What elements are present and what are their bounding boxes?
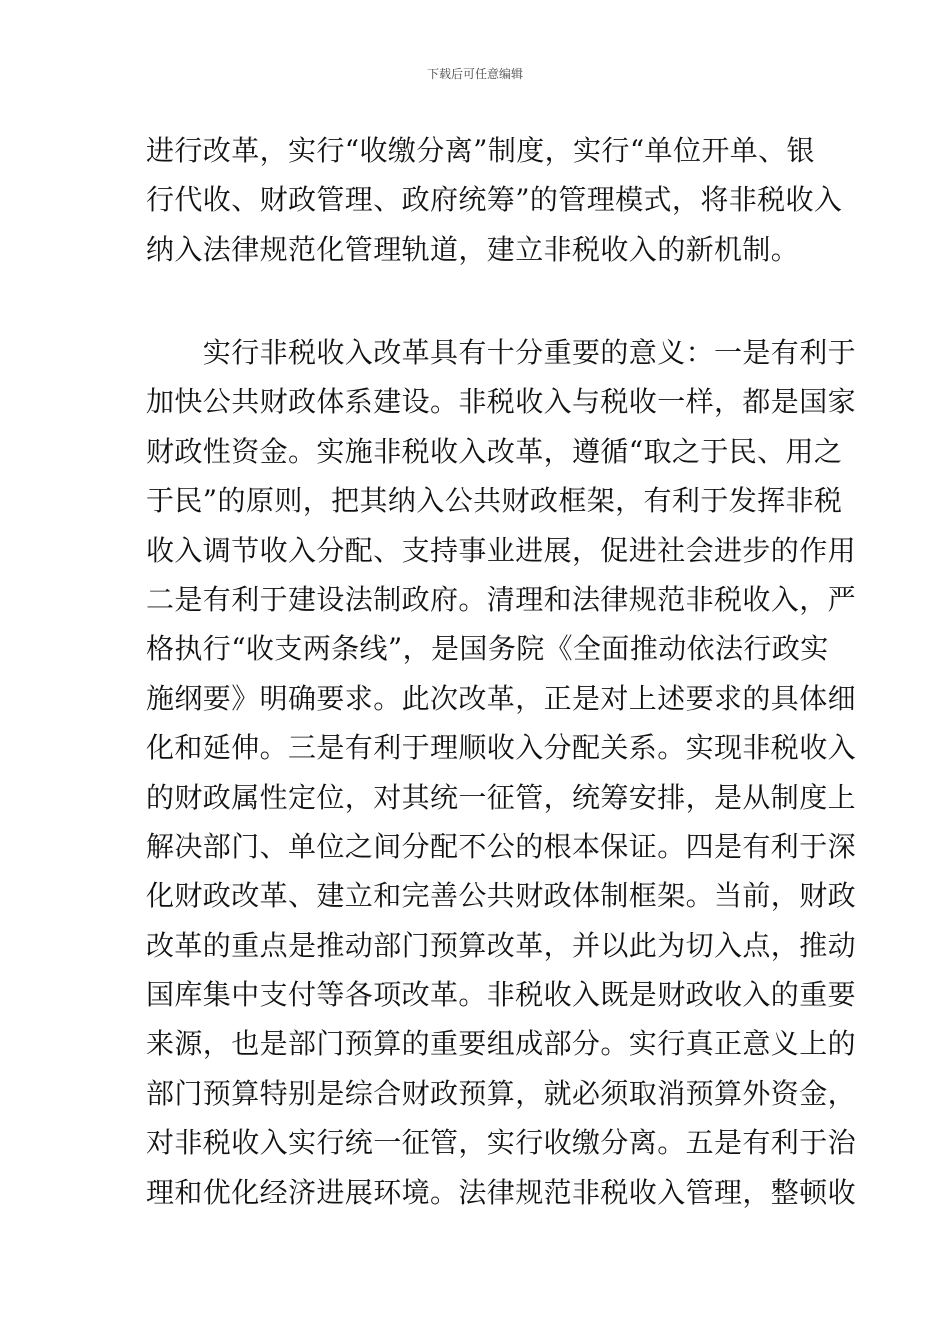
text-line: 实行非税收入改革具有十分重要的意义：一是有利于 <box>146 336 857 369</box>
paragraph-1 <box>146 126 843 274</box>
text-line: 理和优化经济进展环境。法律规范非税收入管理，整顿收 <box>146 1175 857 1209</box>
text-line: 财政性资金。实施非税收入改革，遵循“取之于民、用之 <box>146 434 843 468</box>
text-line: 二是有利于建设法制政府。清理和法律规范非税收入，严 <box>146 582 857 616</box>
text-line: 部门预算特别是综合财政预算，就必须取消预算外资金， <box>146 1076 857 1110</box>
text-line: 于民”的原则，把其纳入公共财政框架，有利于发挥非税 <box>146 484 843 518</box>
text-line: 加快公共财政体系建设。非税收入与税收一样，都是国家 <box>146 385 857 419</box>
text-line: 改革的重点是推动部门预算改革，并以此为切入点，推动 <box>146 928 857 962</box>
text-line: 化财政改革、建立和完善公共财政体制框架。当前，财政 <box>146 879 857 913</box>
text-line: 来源，也是部门预算的重要组成部分。实行真正意义上的 <box>146 1027 857 1061</box>
paragraph-2 <box>146 328 857 1217</box>
text-line: 国库集中支付等各项改革。非税收入既是财政收入的重要 <box>146 978 857 1012</box>
text-line: 进行改革，实行“收缴分离”制度，实行“单位开单、银 <box>146 134 815 167</box>
text-line: 化和延伸。三是有利于理顺收入分配关系。实现非税收入 <box>146 731 857 765</box>
text-line: 纳入法律规范化管理轨道，建立非税收入的新机制。 <box>146 232 800 266</box>
text-line: 格执行“收支两条线”，是国务院《全面推动依法行政实 <box>146 632 829 666</box>
page-header: 下载后可任意编辑 <box>426 67 523 81</box>
text-line: 施纲要》明确要求。此次改革，正是对上述要求的具体细 <box>146 681 857 715</box>
text-line: 收入调节收入分配、支持事业进展，促进社会进步的作用 <box>146 533 857 567</box>
text-line: 对非税收入实行统一征管，实行收缴分离。五是有利于治 <box>146 1126 857 1160</box>
text-line: 的财政属性定位，对其统一征管，统筹安排，是从制度上 <box>146 780 857 814</box>
text-line: 行代收、财政管理、政府统筹”的管理模式，将非税收入 <box>146 183 843 217</box>
text-line: 解决部门、单位之间分配不公的根本保证。四是有利于深 <box>146 829 857 863</box>
